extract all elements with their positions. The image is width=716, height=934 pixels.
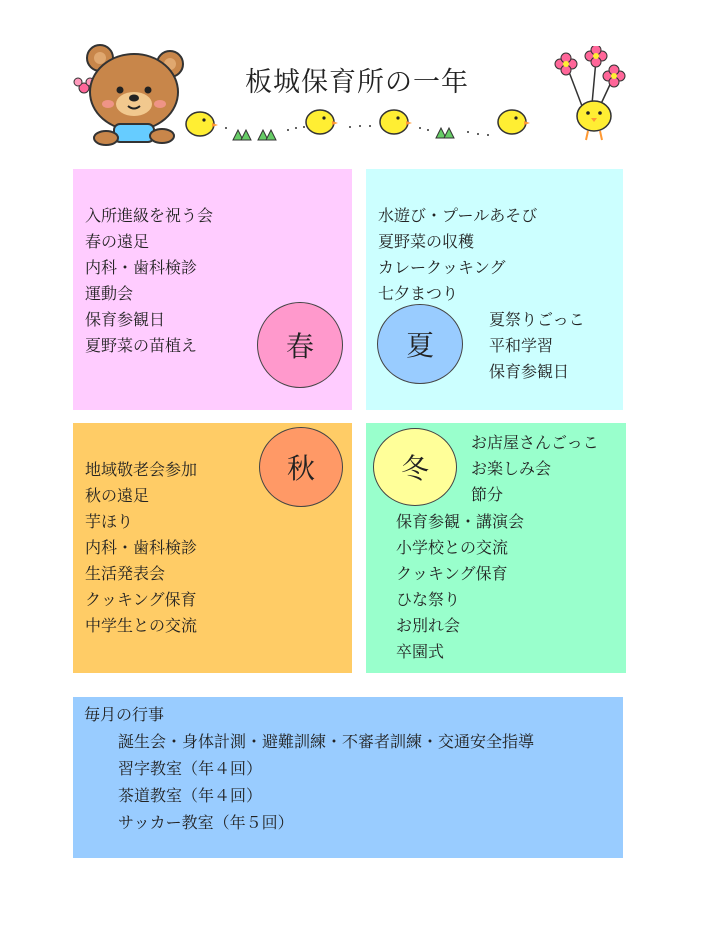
summer-event-list-right xyxy=(489,307,585,385)
list-item: 茶道教室（年４回） xyxy=(118,786,263,805)
summer-badge: 夏 xyxy=(377,304,463,384)
list-item: 水遊び・プールあそび xyxy=(378,206,538,225)
list-item: お店屋さんごっこ xyxy=(471,433,599,452)
chick-parade-icon xyxy=(178,100,548,146)
winter-badge: 冬 xyxy=(373,428,457,506)
list-item: お別れ会 xyxy=(396,616,461,635)
list-item: 七夕まつり xyxy=(378,284,459,303)
list-item: サッカー教室（年５回） xyxy=(118,813,294,832)
list-item: 夏祭りごっこ xyxy=(489,310,585,329)
spring-badge: 春 xyxy=(257,302,343,388)
list-item: 生活発表会 xyxy=(85,564,166,583)
list-item: 内科・歯科検診 xyxy=(85,538,198,557)
monthly-title: 毎月の行事 xyxy=(84,705,165,724)
list-item: 入所進級を祝う会 xyxy=(85,206,214,225)
spring-event-list xyxy=(85,203,213,359)
list-item: 夏野菜の収穫 xyxy=(378,232,475,251)
list-item: 平和学習 xyxy=(489,336,554,355)
list-item: 保育参観日 xyxy=(85,310,166,329)
list-item: 春の遠足 xyxy=(85,232,150,251)
list-item: カレークッキング xyxy=(378,258,506,277)
list-item: クッキング保育 xyxy=(396,564,508,583)
list-item: 保育参観日 xyxy=(489,362,570,381)
list-item: 地域敬老会参加 xyxy=(85,460,198,479)
list-item: 習字教室（年４回） xyxy=(118,759,263,778)
list-item: 運動会 xyxy=(85,284,134,303)
autumn-badge: 秋 xyxy=(259,427,343,507)
list-item: 誕生会・身体計測・避難訓練・不審者訓練・交通安全指導 xyxy=(118,732,535,751)
winter-event-list-top xyxy=(471,430,599,508)
list-item: 芋ほり xyxy=(85,512,134,531)
winter-event-list xyxy=(396,509,524,665)
bear-icon xyxy=(70,40,185,150)
list-item: クッキング保育 xyxy=(85,590,197,609)
list-item: 中学生との交流 xyxy=(85,616,198,635)
list-item: 保育参観・講演会 xyxy=(396,512,525,531)
page-title: 板城保育所の一年 xyxy=(245,67,469,98)
list-item: 秋の遠足 xyxy=(85,486,150,505)
monthly-event-list xyxy=(118,728,534,836)
list-item: ひな祭り xyxy=(396,590,461,609)
autumn-event-list xyxy=(85,457,197,639)
list-item: 卒園式 xyxy=(396,642,445,661)
list-item: 内科・歯科検診 xyxy=(85,258,198,277)
list-item: お楽しみ会 xyxy=(471,459,552,478)
list-item: 夏野菜の苗植え xyxy=(85,336,198,355)
list-item: 節分 xyxy=(471,485,504,504)
list-item: 小学校との交流 xyxy=(396,538,509,557)
summer-event-list xyxy=(378,203,537,307)
flower-chick-icon xyxy=(548,46,628,146)
